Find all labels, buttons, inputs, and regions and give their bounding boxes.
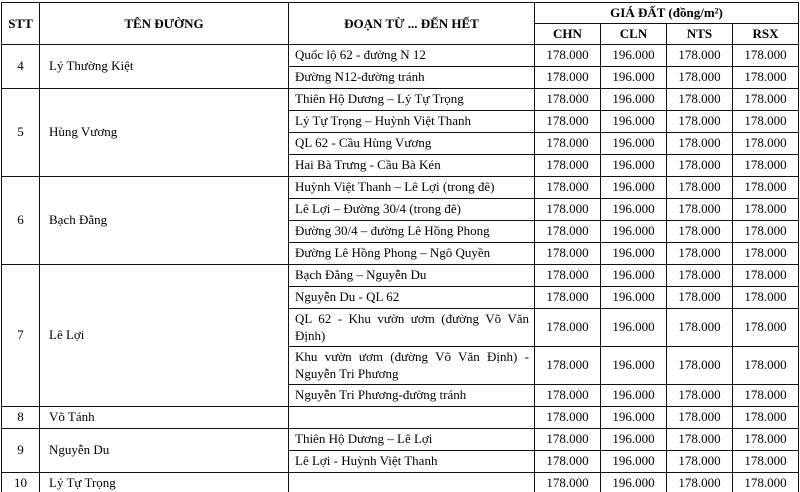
street-name-cell: Võ Tánh	[40, 406, 289, 428]
price-cell: 178.000	[733, 286, 799, 308]
segment-cell: Đường Lê Hồng Phong – Ngô Quyền	[289, 242, 535, 264]
price-cell: 178.000	[535, 132, 601, 154]
price-cell: 178.000	[667, 66, 733, 88]
price-cell: 178.000	[667, 308, 733, 346]
price-cell: 196.000	[601, 450, 667, 472]
price-cell: 196.000	[601, 428, 667, 450]
price-cell: 196.000	[601, 44, 667, 66]
street-name-cell: Lý Thường Kiệt	[40, 44, 289, 88]
segment-cell: Đường 30/4 – đường Lê Hồng Phong	[289, 220, 535, 242]
price-cell: 196.000	[601, 406, 667, 428]
price-cell: 178.000	[667, 472, 733, 492]
stt-cell: 10	[2, 472, 40, 492]
price-cell: 178.000	[535, 472, 601, 492]
price-cell: 178.000	[733, 132, 799, 154]
price-cell: 178.000	[535, 44, 601, 66]
price-cell: 178.000	[733, 66, 799, 88]
price-cell: 178.000	[667, 428, 733, 450]
price-cell: 178.000	[667, 406, 733, 428]
price-cell: 196.000	[601, 66, 667, 88]
segment-cell	[289, 472, 535, 492]
price-cell: 178.000	[667, 384, 733, 406]
price-cell: 178.000	[733, 308, 799, 346]
price-cell: 178.000	[535, 66, 601, 88]
price-cell: 196.000	[601, 88, 667, 110]
price-cell: 178.000	[535, 286, 601, 308]
price-cell: 196.000	[601, 110, 667, 132]
price-cell: 178.000	[733, 176, 799, 198]
header-stt: STT	[2, 3, 40, 45]
street-name-cell: Bạch Đằng	[40, 176, 289, 264]
table-row	[2, 264, 799, 286]
street-name-cell: Lê Lợi	[40, 264, 289, 406]
price-cell: 178.000	[667, 176, 733, 198]
price-cell: 178.000	[535, 428, 601, 450]
price-cell: 178.000	[733, 346, 799, 384]
segment-cell: Khu vườn ươm (đường Võ Văn Định) - Nguyễn Tri Phương	[289, 346, 535, 384]
stt-cell: 9	[2, 428, 40, 472]
header-price-group: GIÁ ĐẤT (đồng/m²)	[535, 3, 799, 24]
land-price-table	[1, 2, 799, 492]
price-cell: 178.000	[733, 472, 799, 492]
street-name-cell: Nguyễn Du	[40, 428, 289, 472]
segment-cell: QL 62 - Cầu Hùng Vương	[289, 132, 535, 154]
price-cell: 178.000	[535, 220, 601, 242]
price-cell: 196.000	[601, 220, 667, 242]
price-cell: 196.000	[601, 286, 667, 308]
price-cell: 178.000	[733, 242, 799, 264]
price-cell: 178.000	[733, 264, 799, 286]
segment-cell: Hai Bà Trưng - Cầu Bà Kén	[289, 154, 535, 176]
price-cell: 178.000	[535, 198, 601, 220]
price-cell: 196.000	[601, 264, 667, 286]
price-cell: 178.000	[535, 308, 601, 346]
table-row	[2, 44, 799, 66]
segment-cell: Thiên Hộ Dương – Lý Tự Trọng	[289, 88, 535, 110]
segment-cell: Bạch Đằng – Nguyễn Du	[289, 264, 535, 286]
price-cell: 178.000	[733, 450, 799, 472]
table-row	[2, 428, 799, 450]
price-cell: 178.000	[535, 110, 601, 132]
stt-cell: 7	[2, 264, 40, 406]
price-cell: 178.000	[667, 346, 733, 384]
price-cell: 196.000	[601, 346, 667, 384]
table-row	[2, 88, 799, 110]
price-cell: 178.000	[667, 154, 733, 176]
segment-cell: Nguyễn Du - QL 62	[289, 286, 535, 308]
stt-cell: 4	[2, 44, 40, 88]
price-cell: 196.000	[601, 308, 667, 346]
price-cell: 178.000	[535, 176, 601, 198]
header-price-cln: CLN	[601, 24, 667, 45]
header-row-top	[2, 3, 799, 24]
price-cell: 178.000	[667, 132, 733, 154]
price-cell: 178.000	[667, 450, 733, 472]
segment-cell: Lê Lợi – Đường 30/4 (trong đê)	[289, 198, 535, 220]
price-cell: 178.000	[667, 88, 733, 110]
table-row	[2, 472, 799, 492]
header-price-nts: NTS	[667, 24, 733, 45]
price-cell: 178.000	[733, 384, 799, 406]
price-cell: 178.000	[733, 198, 799, 220]
segment-cell	[289, 406, 535, 428]
header-segment: ĐOẠN TỪ ... ĐẾN HẾT	[289, 3, 535, 45]
price-cell: 178.000	[667, 198, 733, 220]
price-cell: 178.000	[667, 242, 733, 264]
segment-cell: Lê Lợi - Huỳnh Việt Thanh	[289, 450, 535, 472]
price-cell: 178.000	[733, 110, 799, 132]
price-cell: 178.000	[733, 88, 799, 110]
header-street: TÊN ĐƯỜNG	[40, 3, 289, 45]
price-cell: 178.000	[535, 242, 601, 264]
price-cell: 178.000	[535, 154, 601, 176]
header-price-chn: CHN	[535, 24, 601, 45]
header-price-rsx: RSX	[733, 24, 799, 45]
price-cell: 196.000	[601, 198, 667, 220]
price-cell: 178.000	[733, 44, 799, 66]
price-cell: 178.000	[667, 286, 733, 308]
table-row	[2, 176, 799, 198]
segment-cell: Nguyễn Tri Phương-đường tránh	[289, 384, 535, 406]
price-cell: 196.000	[601, 472, 667, 492]
price-cell: 178.000	[733, 428, 799, 450]
segment-cell: Thiên Hộ Dương – Lê Lợi	[289, 428, 535, 450]
price-cell: 178.000	[667, 44, 733, 66]
street-name-cell: Lý Tự Trọng	[40, 472, 289, 492]
price-cell: 178.000	[535, 384, 601, 406]
table-row	[2, 406, 799, 428]
price-cell: 178.000	[535, 264, 601, 286]
segment-cell: Quốc lộ 62 - đường N 12	[289, 44, 535, 66]
segment-cell: QL 62 - Khu vườn ươm (đường Võ Văn Định)	[289, 308, 535, 346]
price-cell: 178.000	[667, 110, 733, 132]
price-cell: 196.000	[601, 242, 667, 264]
price-cell: 178.000	[535, 346, 601, 384]
price-cell: 178.000	[535, 450, 601, 472]
price-cell: 196.000	[601, 384, 667, 406]
stt-cell: 5	[2, 88, 40, 176]
price-cell: 178.000	[535, 88, 601, 110]
price-cell: 178.000	[733, 154, 799, 176]
stt-cell: 8	[2, 406, 40, 428]
stt-cell: 6	[2, 176, 40, 264]
table-body	[2, 44, 799, 492]
street-name-cell: Hùng Vương	[40, 88, 289, 176]
price-cell: 178.000	[733, 220, 799, 242]
price-cell: 196.000	[601, 176, 667, 198]
price-cell: 196.000	[601, 132, 667, 154]
segment-cell: Đường N12-đường tránh	[289, 66, 535, 88]
price-cell: 196.000	[601, 154, 667, 176]
segment-cell: Lý Tự Trọng – Huỳnh Việt Thanh	[289, 110, 535, 132]
price-cell: 178.000	[667, 264, 733, 286]
table-header	[2, 3, 799, 45]
price-cell: 178.000	[535, 406, 601, 428]
price-cell: 178.000	[667, 220, 733, 242]
segment-cell: Huỳnh Việt Thanh – Lê Lợi (trong đê)	[289, 176, 535, 198]
price-cell: 178.000	[733, 406, 799, 428]
